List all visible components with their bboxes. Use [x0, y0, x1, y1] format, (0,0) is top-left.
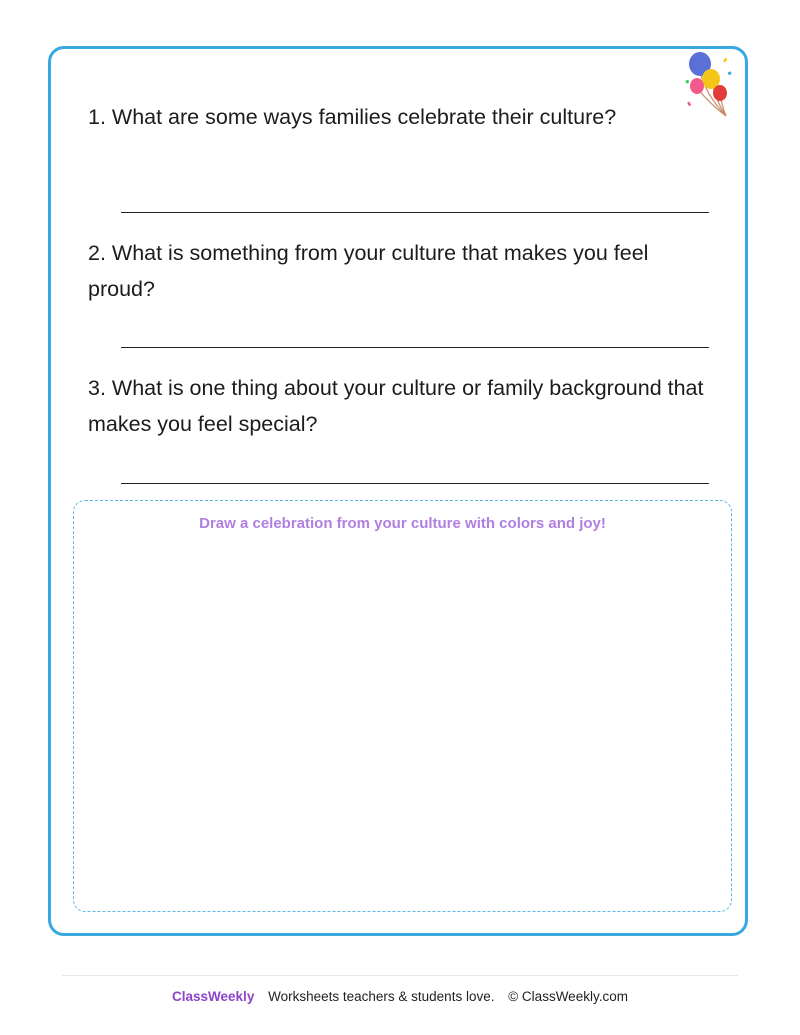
footer: [0, 989, 800, 1004]
answer-line-1[interactable]: [121, 212, 709, 213]
footer-tagline: Worksheets teachers & students love.: [268, 989, 495, 1004]
question-2: 2. What is something from your culture that makes you feel proud?: [88, 241, 649, 301]
drawing-area[interactable]: [73, 500, 732, 912]
footer-brand: ClassWeekly: [172, 989, 255, 1004]
question-3: 3. What is one thing about your culture or family background that makes you feel special?: [88, 376, 704, 436]
answer-line-2[interactable]: [121, 347, 709, 348]
question-1: 1. What are some ways families celebrate their culture?: [88, 105, 617, 129]
drawing-prompt: Draw a celebration from your culture with colors and joy!: [199, 515, 606, 532]
answer-line-3[interactable]: [121, 483, 709, 484]
footer-copyright: © ClassWeekly.com: [508, 989, 628, 1004]
footer-divider: [62, 975, 738, 976]
